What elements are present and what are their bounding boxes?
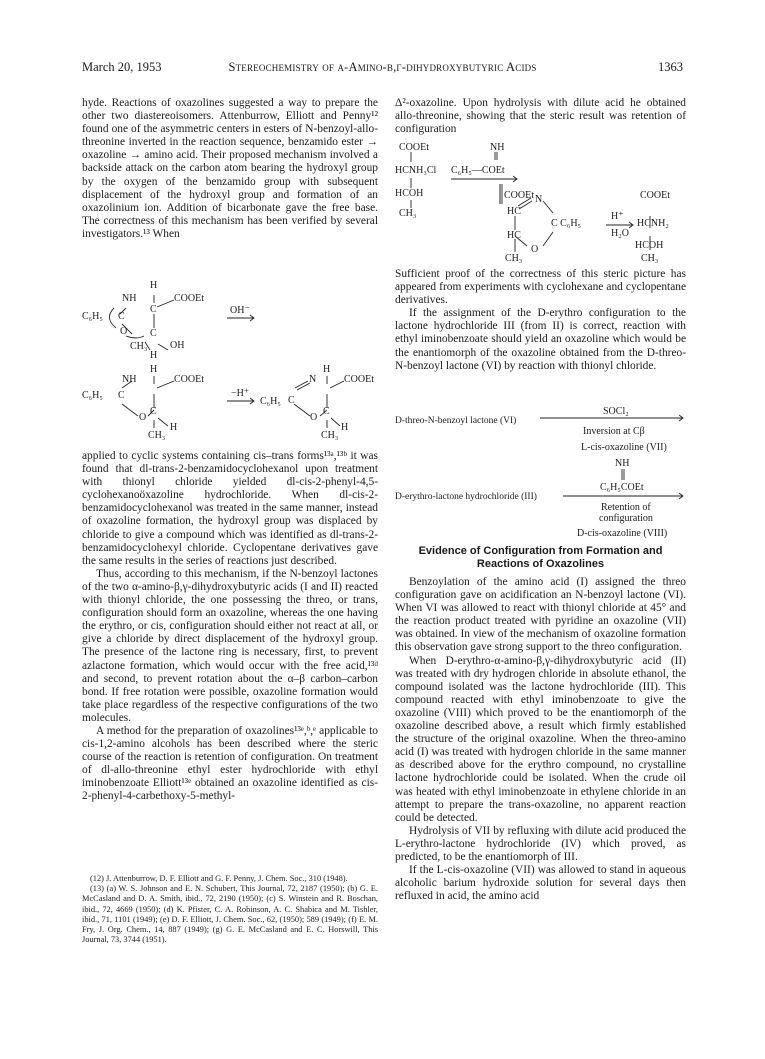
label-h-plus-minus: −H⁺ bbox=[231, 388, 250, 399]
label-c6h5-coet: C₆H₅—COEt bbox=[451, 165, 505, 176]
label-retention: Retention of bbox=[601, 502, 651, 513]
header-title: Stereochemistry of α-Amino-β,γ-dihydroxybutyric Acids bbox=[228, 60, 537, 74]
label-h-plus: H⁺ bbox=[611, 211, 624, 222]
right-paragraph-5: When D-erythro-α-amino-β,γ-dihydroxybutyric acid (II) was treated with dry hydrogen chloride in absolute ethanol, the compound isolated was the lactone hydrochloride (III). This compound reacted with ethyl iminobenzoate to give the oxazoline (VIII) which proved to be the enantiomorph of the oxazoline described above, a result which firmly established the structure of the original oxazoline. When the threo-amino acid (I) was treated with hydrogen chloride in the same manner as described above for the erythro compound, no crystalline lactone hydrochloride could be isolated. When the crude oil was heated with ethyl iminobenzoate in ethylene chloride in an attempt to prepare the trans-oxazoline, no apparent reaction could be detected. bbox=[395, 654, 686, 824]
label-c-c6h5: C C₆H₅ bbox=[551, 218, 582, 229]
label-reactant-vi: D-threo-N-benzoyl lactone (VI) bbox=[395, 416, 517, 426]
left-column-text bbox=[82, 450, 378, 804]
right-paragraph-2: Sufficient proof of the correctness of this steric picture has appeared from experiments with cyclohexane and cyclopentane derivatives. bbox=[395, 268, 686, 307]
label-cooet: COOEt bbox=[174, 293, 204, 304]
label-cooet: COOEt bbox=[174, 374, 204, 385]
right-paragraph-7: If the L-cis-oxazoline (VII) was allowed to stand in aqueous alcoholic barium hydroxide solution for several days then refluxed in acid, the amino acid bbox=[395, 864, 686, 903]
label-c: C bbox=[150, 304, 157, 315]
label-hc: HC bbox=[507, 230, 521, 241]
label-o: O bbox=[120, 326, 128, 337]
label-o: O bbox=[531, 244, 539, 255]
label-h: H bbox=[170, 422, 178, 433]
right-paragraph-4: Benzoylation of the amino acid (I) assigned the threo configuration gave on acidification an N-benzoyl lactone (VI). When VI was allowed to react with thionyl chloride at 45° and the reaction product treated with pyridine an oxazoline (VII) was obtained. In view of the mechanism of oxazoline formation this observation gave strong support to the threo configuration. bbox=[395, 576, 687, 654]
label-ch3: CH₃ bbox=[148, 430, 166, 441]
label-ch3: CH₃ bbox=[321, 430, 339, 441]
footnotes bbox=[82, 874, 378, 945]
label-oh-minus: OH⁻ bbox=[230, 305, 250, 316]
label-c: C bbox=[118, 390, 125, 401]
label-o: O bbox=[139, 412, 147, 423]
label-reactant-iii: D-erythro-lactone hydrochloride (III) bbox=[395, 492, 537, 502]
right-column-text-a bbox=[395, 268, 686, 373]
label-ch3: CH₃ bbox=[641, 253, 659, 264]
label-h: H bbox=[323, 364, 331, 375]
right-paragraph-6: Hydrolysis of VII by refluxing with dilute acid produced the L-erythro-lactone hydrochloride (IV) which proved, as predicted, to be the enantiomorph of III. bbox=[395, 824, 686, 863]
left-paragraph-1: hyde. Reactions of oxazolines suggested a way to prepare the other two diastereoisomers. Attenburrow, Elliott and Penny¹² found one of the asymmetric centers in esters of N-benzoyl-allo-threonine inverted in the reaction sequence, benzamido ester → oxazoline → amino acid. Their proposed mechanism involved a backside attack on the carbon atom bearing the hydroxyl group by the oxygen of the benzamido group with subsequent displacement of the hydroxyl group and formation of an oxazolinium ion. Addition of bicarbonate gave the free base. The correctness of this mechanism has been verified by several investigators.¹³ When bbox=[82, 97, 378, 240]
reaction-scheme-vi-vii bbox=[395, 404, 686, 456]
label-hcnh2: HCNH₂ bbox=[637, 218, 669, 229]
label-h: H bbox=[341, 422, 349, 433]
right-paragraph-1: Δ²-oxazoline. Upon hydrolysis with dilute acid he obtained allo-threonine, showing that the steric result was retention of configuration bbox=[395, 97, 686, 136]
label-ch3: CH₃ bbox=[130, 341, 148, 352]
right-paragraph-3: If the assignment of the D-erythro configuration to the lactone hydrochloride III (from II) is correct, reaction with ethyl iminobenzoate should yield an oxazoline which would be the enantiomorph of the oxazoline obtained from the D-threo-N-benzoyl lactone (VI) by reaction with thionyl chloride. bbox=[395, 307, 686, 372]
left-paragraph-4: A method for the preparation of oxazolines¹³ᵉ,ᵇ,ᵉ applicable to cis-1,2-amino alcohols has been described where the steric course of the reaction is retention of configuration. On treatment of dl-allo-threonine ethyl ester hydrochloride with ethyl iminobenzoate Elliott¹³ᵉ obtained an oxazoline identified as cis-2-phenyl-4-carbethoxy-5-methyl- bbox=[82, 724, 378, 803]
label-n: N bbox=[309, 374, 317, 385]
left-paragraph-3: Thus, according to this mechanism, if the N-benzoyl lactones of the two α-amino-β,γ-dihydroxybutyric acids (I and II) reacted with thionyl chloride, the one possessing the threo, or trans, configuration should form an oxazoline, whereas the one having the erythro, or cis, configuration should either not react at all, or give a chloride by direct displacement of the hydroxyl group. The presence of the lactone ring is necessary, first, to prevent azlactone formation, which would occur with the free acid,¹³ᵈ and second, to prevent rotation about the α–β carbon–carbon bond. If free rotation were possible, oxazoline formation would take place regardless of the respective configurations of the two molecules. bbox=[82, 567, 378, 724]
footnote-12: (12) J. Attenburrow, D. F. Elliott and G. F. Penny, J. Chem. Soc., 310 (1948). bbox=[90, 874, 348, 883]
label-hcoh: HCOH bbox=[635, 240, 664, 251]
label-cooet: COOEt bbox=[504, 190, 534, 201]
label-cooet: COOEt bbox=[399, 142, 429, 153]
label-c6h5: C₆H₅ bbox=[82, 311, 103, 322]
label-cooet: COOEt bbox=[640, 190, 670, 201]
section-heading: Evidence of Configuration from Formation and Reactions of Oxazolines bbox=[418, 545, 663, 570]
label-product-viii: D-cis-oxazoline (VIII) bbox=[577, 528, 668, 539]
footnote-13: (13) (a) W. S. Johnson and E. N. Schubert, This Journal, 72, 2187 (1950); (b) G. E. McCasland and D. A. Smith, ibid., 72, 2190 (1950); (c) S. Winstein and R. Boschan, ibid., 72, 4669 (1950); (d) K. Pfister, C. A. Robinson, A. C. Shabica and M. Tishler, ibid., 71, 1101 (1949); (e) D. F. Elliott, J. Chem. Soc., 62, (1950); 589 (1949); (f) E. M. Fry, J. Org. Chem., 14, 887 (1949); (g) G. E. McCasland and E. C. Horswill, This Journal, 73, 3744 (1951). bbox=[82, 884, 378, 945]
label-c: C bbox=[118, 311, 125, 322]
label-nh: NH bbox=[122, 293, 137, 304]
label-c6h5: C₆H₅ bbox=[260, 396, 281, 407]
left-paragraph-2: applied to cyclic systems containing cis–trans forms¹³ᵃ,¹³ᵇ it was found that dl-trans-2-benzamidocyclohexanol upon treatment with thionyl chloride yielded dl-cis-2-phenyl-4,5-cyclohexanoöxazoline hydrochloride. When dl-cis-2-benzamidocyclohexanol was treated in the same manner, instead of oxazoline formation, the hydroxyl group was displaced by chloride to give a compound which was identified as dl-trans-2-benzamidocyclohexyl chloride. Cyclopentane derivatives gave the same results in the series of reactions just described. bbox=[82, 450, 378, 567]
label-ch3: CH₃ bbox=[399, 208, 417, 219]
hydrolysis-scheme bbox=[395, 140, 686, 268]
page-number: 1363 bbox=[658, 60, 683, 74]
label-c: C bbox=[288, 395, 295, 406]
label-reagent: C₆H₅COEt bbox=[600, 482, 644, 493]
reaction-scheme-iii-viii bbox=[395, 458, 686, 542]
label-inversion: Inversion at Cβ bbox=[583, 426, 645, 437]
mechanism-scheme bbox=[82, 278, 378, 450]
label-c: C bbox=[150, 328, 157, 339]
label-o: O bbox=[310, 412, 318, 423]
label-nh: NH bbox=[615, 458, 630, 469]
label-ch3: CH₃ bbox=[505, 253, 523, 264]
label-nh: NH bbox=[122, 374, 137, 385]
label-product-vii: L-cis-oxazoline (VII) bbox=[581, 442, 667, 453]
label-hcoh: HCOH bbox=[395, 188, 424, 199]
label-socl2: SOCl₂ bbox=[603, 406, 629, 417]
label-h: H bbox=[150, 364, 158, 375]
label-configuration: configuration bbox=[599, 513, 653, 524]
header-date: March 20, 1953 bbox=[82, 60, 162, 74]
label-c: C bbox=[150, 406, 157, 417]
label-hc: HC bbox=[507, 206, 521, 217]
label-c6h5: C₆H₅ bbox=[82, 390, 103, 401]
label-cooet: COOEt bbox=[344, 374, 374, 385]
label-nh: NH bbox=[490, 142, 505, 153]
label-n: N bbox=[535, 194, 543, 205]
label-h: H bbox=[150, 280, 158, 291]
right-column-text-b bbox=[395, 576, 686, 903]
label-h2o: H₂O bbox=[611, 228, 629, 239]
label-h: H bbox=[150, 350, 158, 361]
label-c: C bbox=[323, 406, 330, 417]
label-oh: OH bbox=[170, 340, 185, 351]
running-header bbox=[82, 60, 683, 76]
label-hcnh3cl: HCNH₃Cl bbox=[395, 165, 437, 176]
